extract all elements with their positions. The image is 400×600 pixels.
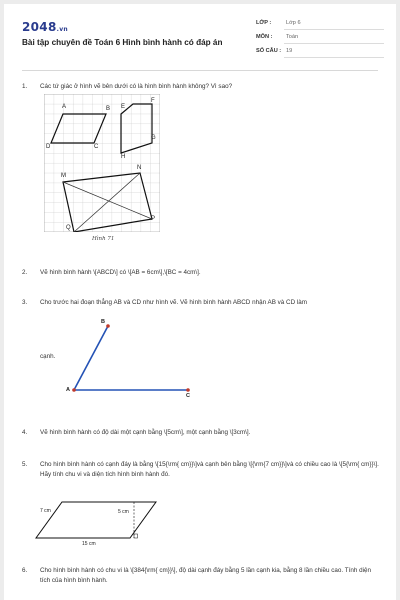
- point-b: [106, 324, 110, 328]
- question-3-continuation: cạnh.: [40, 353, 56, 360]
- point-label-q: Q: [66, 225, 71, 231]
- point-a: [72, 388, 76, 392]
- figure-parallelogram: [34, 494, 164, 552]
- document-title: Bài tập chuyên đề Toán 6 Hình bình hành có đáp án: [22, 38, 223, 47]
- label-a: A: [66, 387, 70, 393]
- question-text: Vẽ hình bình hành có độ dài một cạnh bằng \[5cm\], một cạnh bằng \[3cm\].: [40, 429, 251, 436]
- point-label-n: N: [137, 165, 142, 171]
- point-label-g: G: [151, 135, 156, 141]
- question-text: Vẽ hình bình hành \[ABCD\] có \[AB = 6cm\],\[BC = 4cm\].: [40, 269, 201, 276]
- parallelogram-svg: [34, 494, 164, 552]
- meta-key: MÔN :: [256, 34, 273, 40]
- grid-figure-svg: [44, 94, 160, 232]
- site-logo[interactable]: [22, 20, 68, 34]
- meta-value: Lớp 6: [286, 20, 301, 26]
- meta-value: Toán: [286, 34, 299, 40]
- question-number: 2.: [22, 269, 28, 276]
- point-label-m: M: [61, 173, 66, 179]
- meta-key: LỚP :: [256, 20, 272, 26]
- height-length-label: 5 cm: [118, 509, 129, 515]
- document-page: [4, 4, 396, 600]
- base-length-label: 15 cm: [82, 541, 96, 547]
- figure-caption: Hình 71: [92, 236, 115, 242]
- figure-hinh-71: [44, 94, 174, 244]
- grid-background: [44, 94, 160, 232]
- point-c: [186, 388, 190, 392]
- meta-value: 19: [286, 48, 293, 54]
- question-text: Cho trước hai đoạn thẳng AB và CD như hình vẽ. Vẽ hình bình hành ABCD nhận AB và CD làm: [40, 299, 308, 306]
- meta-underline: [284, 43, 384, 44]
- point-label-h: H: [121, 154, 126, 160]
- label-c: C: [186, 393, 190, 399]
- question-number: 5.: [22, 461, 28, 468]
- point-label-e: E: [121, 104, 126, 110]
- question-number: 6.: [22, 567, 28, 574]
- meta-key: SỐ CÂU :: [256, 48, 282, 54]
- question-text: Cho hình bình hành có chu vi là \[384{\rm{ cm}}\], độ dài cạnh đáy bằng 5 lần cạnh kia, bằng 8 lần chiều cao. Tính diện tích của hình bình hành.: [40, 567, 372, 584]
- segments-svg: [64, 316, 204, 408]
- question-number: 4.: [22, 429, 28, 436]
- right-angle-mark: [134, 534, 138, 538]
- question-text: Các tứ giác ở hình vẽ bên dưới có là hình bình hành không? Vì sao?: [40, 83, 233, 90]
- point-label-p: P: [151, 216, 156, 222]
- point-label-a: A: [62, 104, 67, 110]
- point-label-f: F: [151, 98, 155, 104]
- point-label-b: B: [106, 106, 111, 112]
- point-label-c: C: [94, 144, 99, 150]
- header-divider: [22, 70, 378, 71]
- point-label-d: D: [46, 144, 51, 150]
- label-b: B: [101, 319, 105, 325]
- question-number: 1.: [22, 83, 28, 90]
- meta-underline: [284, 29, 384, 30]
- question-text: Cho hình bình hành có cạnh đáy là bằng \[15{\rm{ cm}}\]và cạnh bên bằng \[{\rm{7 cm}}\]và có chiều cao là \[5{\rm{ cm}}\]. Hãy tính chu vi và diện tích hình bình hành đó.: [40, 461, 379, 478]
- figure-segments-ab-ac: [64, 316, 204, 408]
- parallelogram-shape: [36, 502, 156, 538]
- logo-suffix: .vn: [56, 26, 68, 33]
- meta-underline: [284, 57, 384, 58]
- side-length-label: 7 cm: [40, 508, 51, 514]
- logo-text: 2048: [22, 20, 57, 34]
- question-number: 3.: [22, 299, 28, 306]
